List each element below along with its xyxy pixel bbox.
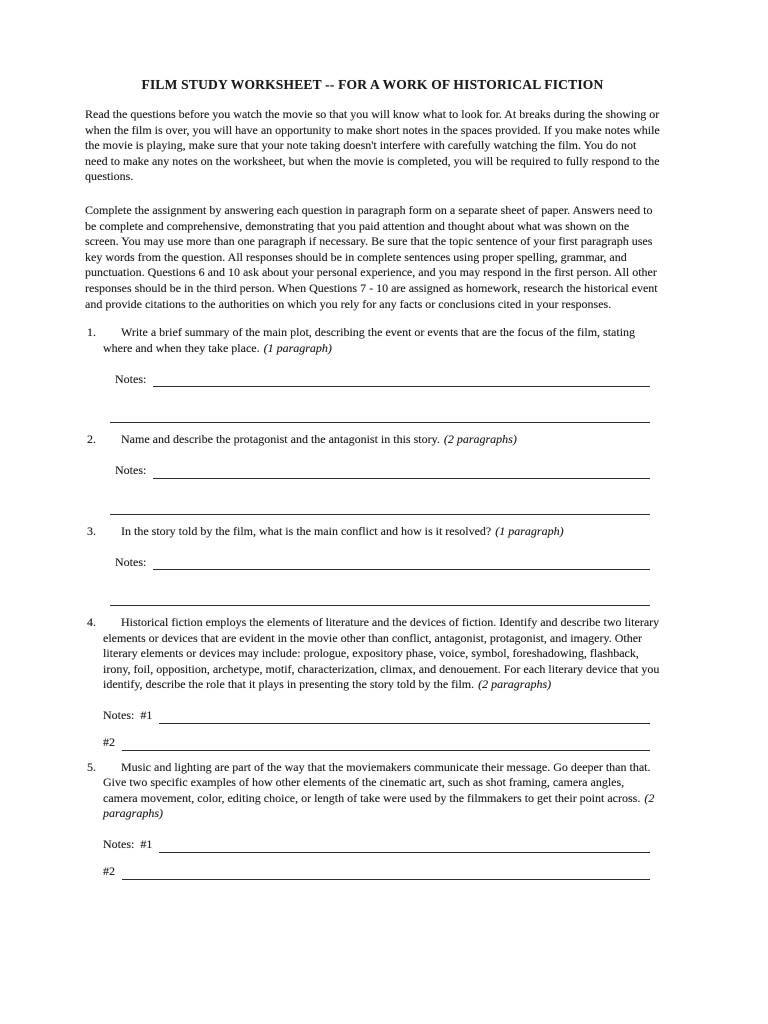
notes-blank-line [122,866,650,880]
question-body: Historical fiction employs the elements of literature and the devices of fiction. Identify and describe two literary elements or devices that are evident in the movie other than conflict, antagonist, protagonist, and imagery. Other literary elements or devices may include: prologue, expository phase, voice, symbol, foreshadowing, flashback, irony, foil, opposition, archetype, motif, characterization, climax, and denouement. For each literary device that you identify, describe the role that it plays in presenting the story told by the film. [103,615,660,692]
question-2 [87,432,660,515]
notes-blank-line [159,710,650,724]
question-5 [87,759,660,880]
paragraph-count-hint: (2 paragraphs) [478,677,552,692]
intro-paragraph-1: Read the questions before you watch the movie so that you will know what to look for. At breaks during the showing or when the film is over, you will have an opportunity to make short notes in the spaces provided. If you make notes while the movie is playing, make sure that your note taking doesn't interfere with carefully watching the film. You do not need to make any notes on the worksheet, but when the movie is completed, you will be required to fully respond to the questions. [85,107,660,184]
notes-label: Notes: #1 [103,708,153,723]
notes-row-1 [103,463,660,479]
question-4 [87,615,660,751]
question-text [103,760,660,822]
question-number: 2. [87,432,96,447]
notes-blank-line [153,465,650,479]
notes-blank-line [153,373,650,387]
notes-row-2 [103,735,660,751]
notes-blank-line [122,737,650,751]
notes-blank-line [110,592,650,606]
paragraph-count-hint: (1 paragraph) [263,340,332,355]
paragraph-count-hint: (2 paragraphs) [443,432,517,447]
question-body: In the story told by the film, what is the main conflict and how is it resolved? [121,523,492,538]
question-body: Name and describe the protagonist and the antagonist in this story. [121,432,440,447]
question-text [103,615,660,693]
notes-label: #2 [103,735,115,750]
notes-row-1 [103,554,660,570]
question-body: Music and lighting are part of the way that the moviemakers communicate their message. Go deeper than that. Give two specific examples of how other elements of the cinematic art, such as shot framing, camera angles, camera movement, color, editing choice, or length of take were used by the filmmakers to get their point across. [103,759,651,805]
notes-row-2 [103,864,660,880]
notes-row-1 [103,708,660,724]
question-number: 4. [87,615,96,630]
paragraph-count-hint: (1 paragraph) [495,523,564,538]
notes-label: Notes: #1 [103,837,153,852]
question-1 [87,325,660,423]
notes-blank-line [153,556,650,570]
question-number: 1. [87,325,96,340]
notes-blank-line [110,501,650,515]
notes-label: Notes: [115,463,147,478]
intro-paragraph-2: Complete the assignment by answering each question in paragraph form on a separate sheet of paper. Answers need to be complete and comprehensive, demonstrating that you paid attention and thought about what was shown on the screen. You may use more than one paragraph if necessary. Be sure that the topic sentence of your first paragraph uses key words from the question. All responses should be in complete sentences using proper spelling, grammar, and punctuation. Questions 6 and 10 ask about your personal experience, and you may respond in the first person. All other responses should be in the third person. When Questions 7 - 10 are assigned as homework, research the historical event and provide citations to the authorities on which you rely for any facts or conclusions cited in your responses. [85,202,658,311]
page-title: FILM STUDY WORKSHEET -- FOR A WORK OF HISTORICAL FICTION [141,77,604,92]
question-number: 3. [87,523,96,538]
question-text [103,524,660,540]
question-body: Write a brief summary of the main plot, describing the event or events that are the focus of the film, stating where and when they take place. [103,325,636,355]
page-content [85,76,660,880]
notes-blank-line [159,839,650,853]
question-3 [87,523,660,607]
notes-row-2 [103,407,660,423]
notes-row-2 [103,499,660,515]
notes-blank-line [110,409,650,423]
question-text [103,325,660,356]
notes-row-1 [103,837,660,853]
notes-label: #2 [103,864,115,879]
notes-label: Notes: [115,554,147,569]
notes-row-2 [103,590,660,606]
notes-label: Notes: [115,371,147,386]
paragraph-count-hint: (2 paragraphs) [103,790,655,821]
question-number: 5. [87,759,96,774]
question-text [103,432,660,448]
notes-row-1 [103,371,660,387]
